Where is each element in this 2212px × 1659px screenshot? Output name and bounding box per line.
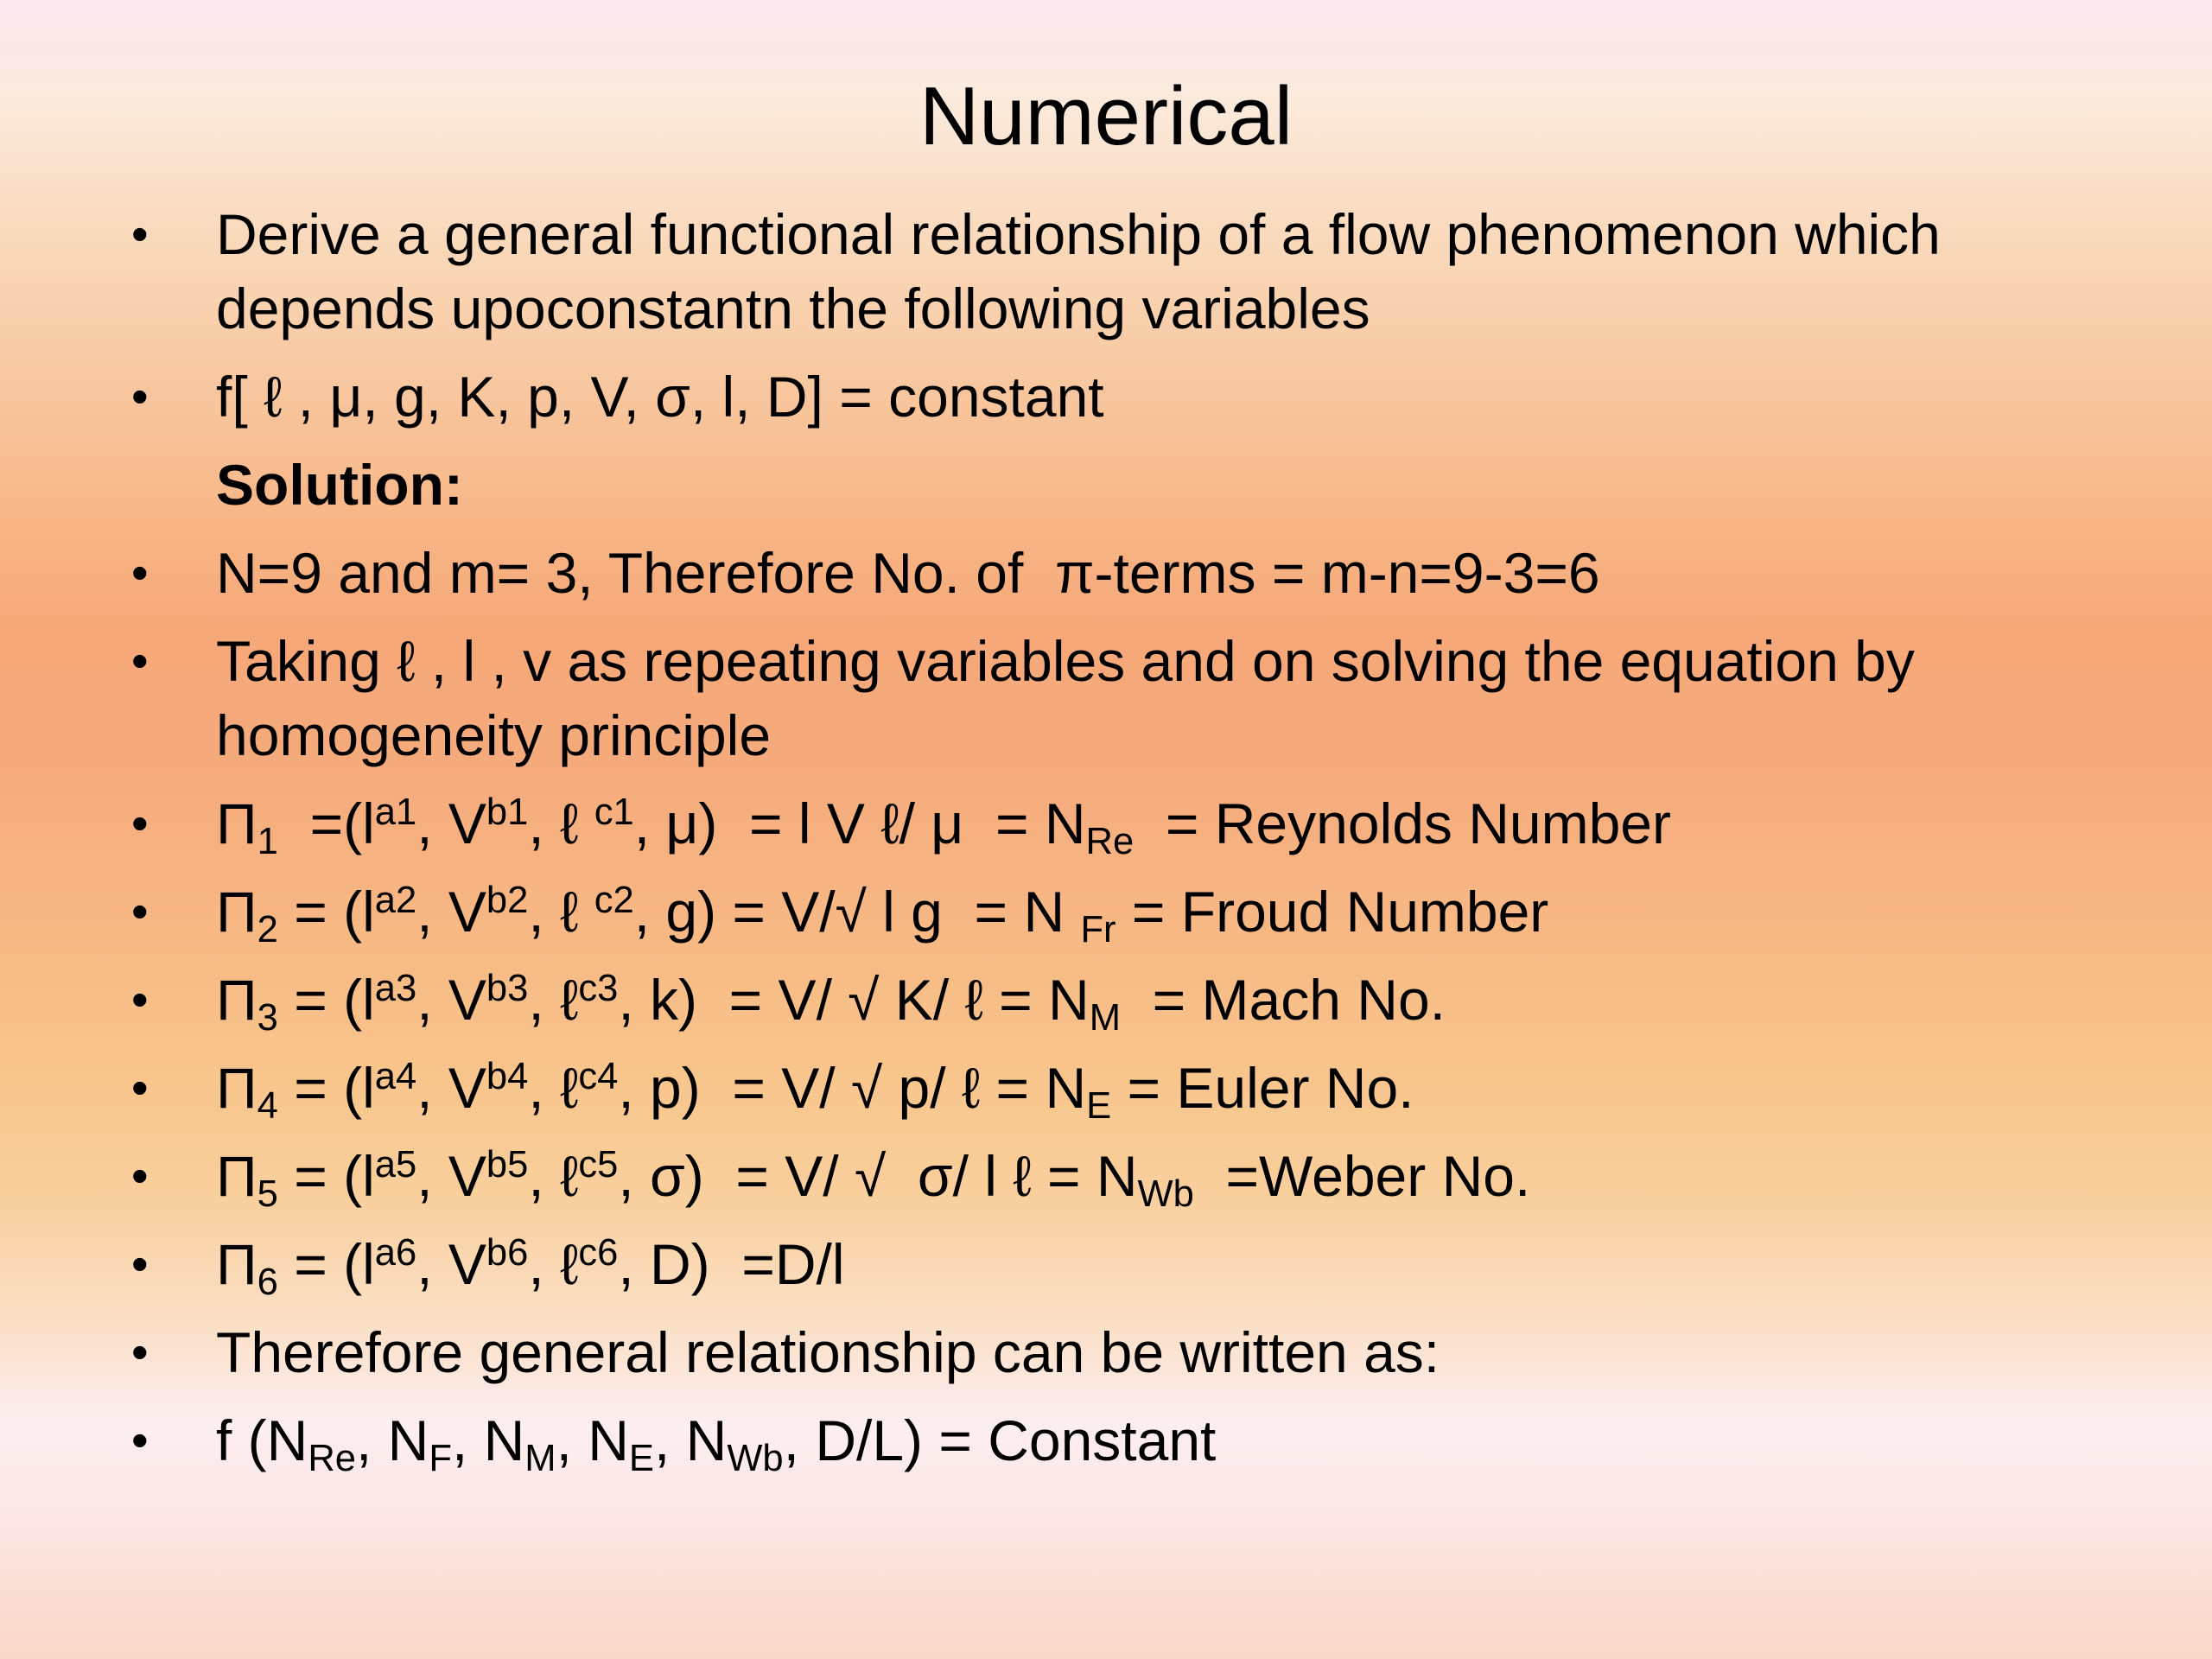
pi-term-2: $\Pi_2 = (l^{a2}$, $V^{b2}$, ℓ $^{c2}$, g) = V/√ l g = N $_{Fr}$ = Froud Number	[216, 880, 1549, 951]
intro-text	[216, 197, 2100, 346]
intro-line-1: Derive a general functional relationship of a flow phenomenon which	[216, 202, 1941, 266]
pi-term-5: $\Pi_5 = (l^{a5}$, $V^{b5}$, ℓ$^{c5}$, σ) = V/ √ σ/ l ℓ = $N_{Wb}$ =Weber No.	[216, 1144, 1531, 1216]
bullet-icon: •	[131, 1148, 149, 1203]
bullet-icon: •	[131, 1060, 149, 1115]
slide-title: Numerical	[918, 70, 1294, 162]
pi-term-3: $\Pi_3 = (l^{a3}$, $V^{b3}$, ℓ$^{c3}$, k) = V/ √ K/ ℓ = $N_M$ = Mach No.	[216, 968, 1446, 1039]
repeating-line-1: Taking ℓ , l , v as repeating variables and on solving the equation by	[216, 629, 1915, 693]
terms-count-text: N=9 and m= 3, Therefore No. of π-terms = m-n=9-3=6	[216, 541, 1600, 605]
repeating-text	[216, 624, 2100, 772]
bullet-icon: •	[131, 369, 149, 423]
variables-text: f[ ℓ , μ, g, K, p, V, σ, l, D] = constant	[216, 365, 1104, 429]
bullet-icon: •	[131, 972, 149, 1027]
bullet-icon: •	[131, 1413, 149, 1467]
intro-line-2: depends upoconstantn the following variables	[216, 276, 1370, 340]
repeating-line-2: homogeneity principle	[216, 703, 772, 767]
bullet-icon: •	[131, 207, 149, 261]
solution-label: Solution:	[216, 453, 463, 517]
bullet-icon: •	[131, 796, 149, 850]
bullet-icon: •	[131, 633, 149, 688]
pi-term-6: $\Pi_6 = (l^{a6}$, $V^{b6}$, ℓ$^{c6}$, D) =D/l	[216, 1232, 845, 1304]
bullet-icon: •	[131, 545, 149, 600]
bullet-icon: •	[131, 884, 149, 938]
pi-term-1: $\Pi_1 =(l^{a1}$, $V^{b1}$, ℓ $^{c1}$, μ) = l V ℓ/ $\mu = N_{Re}$ = Reynolds Number	[216, 791, 1671, 863]
bullet-icon: •	[131, 1325, 149, 1379]
pi-term-4: $\Pi_4 = (l^{a4}$, $V^{b4}$, ℓ$^{c4}$, p) = V/ √ p/ ℓ = $N_E$ = Euler No.	[216, 1056, 1414, 1128]
bullet-icon: •	[131, 1236, 149, 1291]
final-relationship: f ($N_{Re}$, $N_F$, $N_M$, $N_E$, $N_{Wb}$, D/L) = Constant	[216, 1408, 1217, 1480]
conclusion-text: Therefore general relationship can be written as:	[216, 1320, 1440, 1384]
